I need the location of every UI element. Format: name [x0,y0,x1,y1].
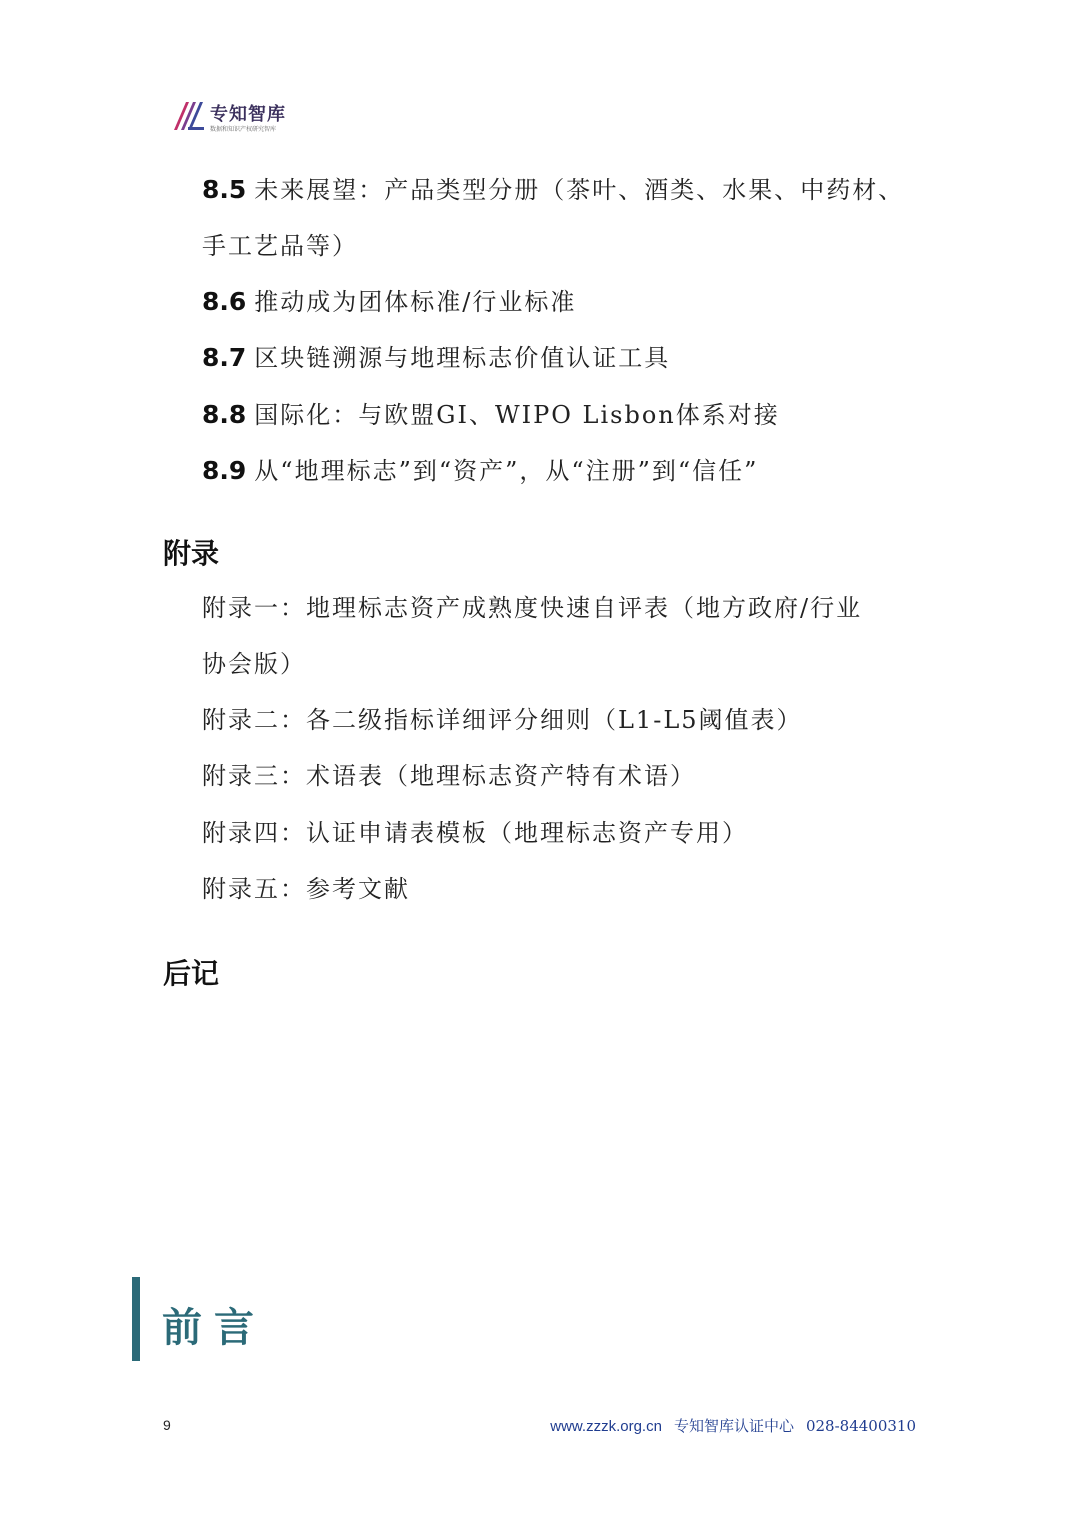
toc-item-8-8 [202,400,780,430]
toc-number: 8.9 [202,456,247,485]
footer-center-name: 专知智库认证中心 [673,1417,794,1435]
toc-number: 8.8 [202,400,247,429]
section-accent-bar [132,1277,140,1361]
toc-text: 推动成为团体标准/行业标准 [254,288,577,316]
logo-name: 专知智库 [210,104,286,125]
toc-item-8-9 [202,456,758,486]
appendix-item-1-continued: 协会版） [202,650,306,678]
appendix-item-2: 附录二：各二级指标详细评分细则（L1-L5阈值表） [202,706,803,734]
toc-text: 从“地理标志”到“资产”，从“注册”到“信任” [254,457,759,485]
toc-item-8-5-continued [202,231,358,261]
toc-item-8-5 [202,175,904,205]
toc-text: 未来展望：产品类型分册（茶叶、酒类、水果、中药材、 [254,176,905,204]
toc-item-8-7 [202,343,670,373]
page-number: 9 [163,1417,171,1433]
toc-number: 8.7 [202,343,247,372]
logo-tagline: 数据和知识产权研究智库 [210,126,277,133]
toc-text: 国际化：与欧盟GI、WIPO Lisbon体系对接 [254,401,780,429]
footer-url-link[interactable]: www.zzzk.org.cn [550,1418,662,1435]
toc-text: 区块链溯源与地理标志价值认证工具 [254,344,671,372]
toc-text: 手工艺品等） [202,232,358,260]
appendix-item-3: 附录三：术语表（地理标志资产特有术语） [202,762,696,790]
toc-number: 8.5 [202,175,247,204]
appendix-heading: 附录 [163,537,220,570]
appendix-item-4: 附录四：认证申请表模板（地理标志资产专用） [202,819,748,847]
afterword-heading: 后记 [163,957,220,990]
header-logo [174,100,304,136]
footer-phone: 028-84400310 [805,1417,916,1435]
section-title: 前言 [162,1305,266,1351]
toc-item-8-6 [202,287,576,317]
toc-number: 8.6 [202,287,247,316]
appendix-item-5: 附录五：参考文献 [202,875,410,903]
appendix-item-1: 附录一：地理标志资产成熟度快速自评表（地方政府/行业 [202,594,863,622]
logo-mark-icon [174,102,204,130]
footer-contact [550,1415,916,1436]
